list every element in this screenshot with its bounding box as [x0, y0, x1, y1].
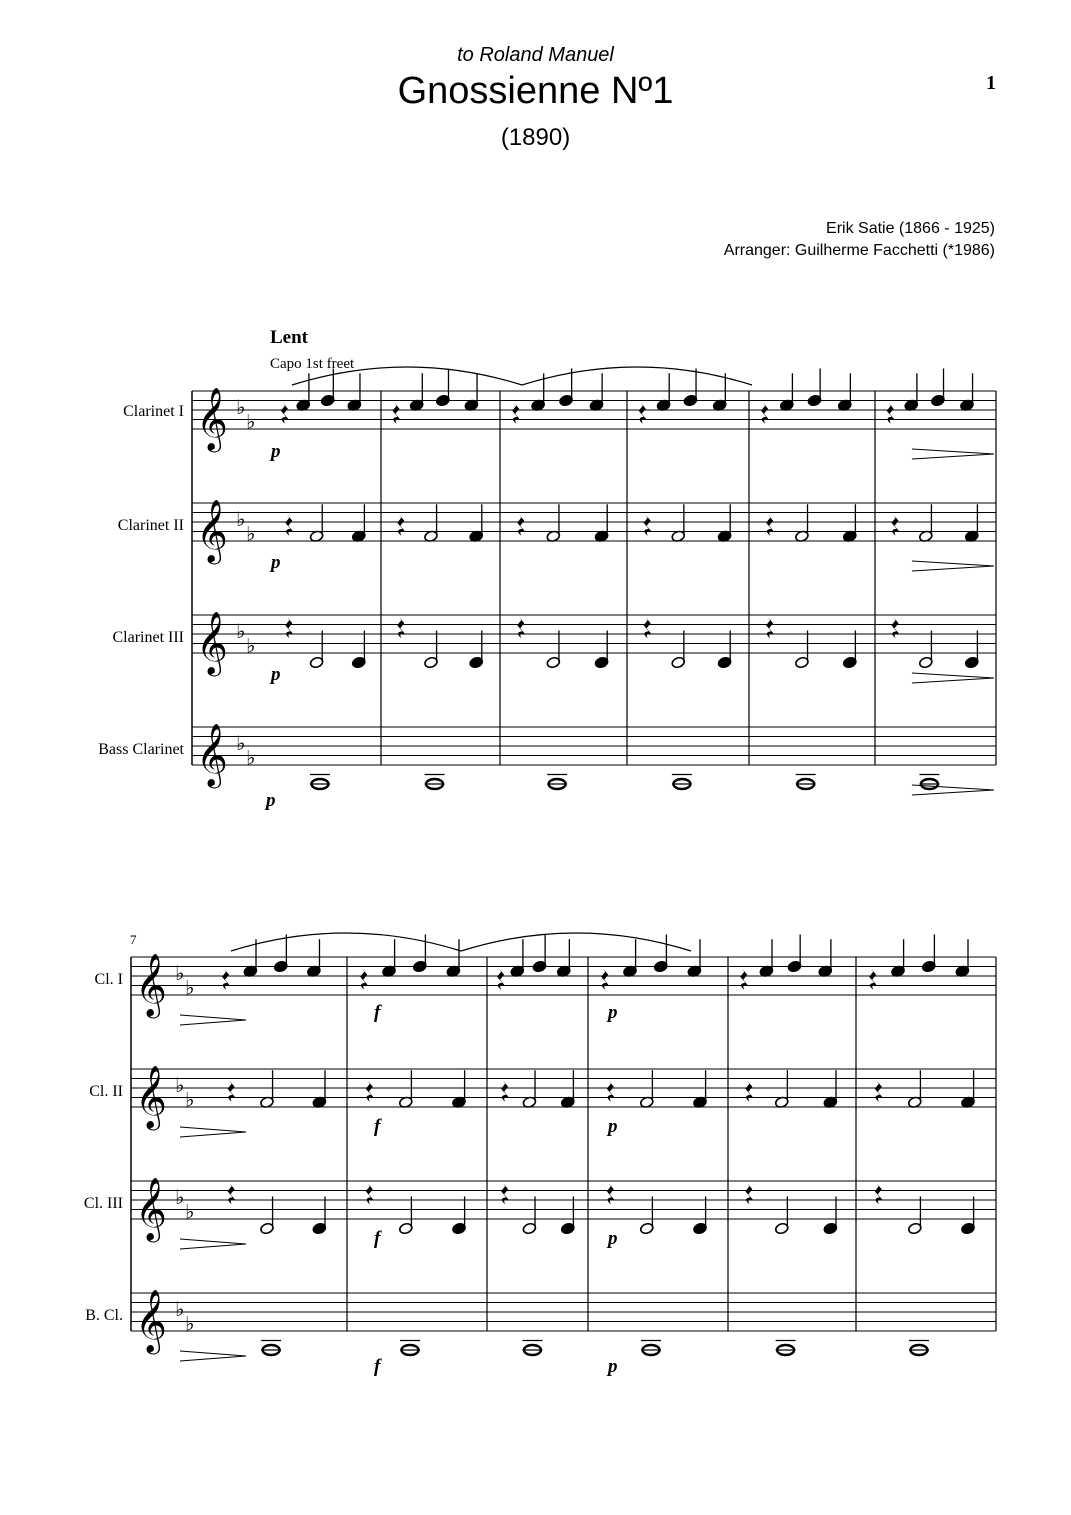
dynamic-marking: p — [266, 790, 276, 811]
treble-clef: 𝄞 — [135, 1177, 167, 1240]
dynamic-marking: p — [608, 1228, 618, 1249]
quarter-rest — [607, 1183, 615, 1204]
treble-clef: 𝄞 — [196, 611, 228, 674]
quarter-rest — [766, 515, 774, 536]
treble-clef: 𝄞 — [196, 499, 228, 562]
staff-label-clarinet-3: Clarinet III — [112, 629, 184, 646]
dynamic-marking: p — [271, 664, 281, 685]
notation-layer — [131, 367, 996, 1361]
arranger-credit: Arranger: Guilherme Facchetti (*1986) — [723, 242, 995, 259]
treble-clef: 𝄞 — [135, 1289, 167, 1352]
dynamic-marking: p — [608, 1116, 618, 1137]
quarter-rest — [875, 1081, 883, 1102]
quarter-rest — [501, 1081, 509, 1102]
quarter-rest — [745, 1183, 753, 1204]
quarter-rest — [869, 969, 877, 990]
decrescendo-hairpin — [912, 449, 994, 459]
staff-label-bass-clarinet: Bass Clarinet — [98, 741, 184, 758]
staff-label-clarinet-1: Clarinet I — [123, 403, 184, 420]
decrescendo-hairpin — [180, 1127, 246, 1137]
staff-label-b-cl: B. Cl. — [85, 1307, 123, 1324]
performance-note: Capo 1st freet — [270, 356, 355, 372]
quarter-rest — [639, 403, 647, 424]
staff-label-cl-2: Cl. II — [89, 1083, 123, 1100]
slur — [231, 933, 461, 951]
flat-accidental: ♭ — [246, 521, 256, 546]
composer-credit: Erik Satie (1866 - 1925) — [826, 220, 995, 237]
flat-accidental: ♭ — [185, 1199, 195, 1224]
quarter-rest — [766, 617, 774, 638]
quarter-rest — [892, 617, 900, 638]
dynamic-marking: f — [374, 1228, 381, 1249]
dynamic-marking: f — [374, 1116, 381, 1137]
dynamic-marking: f — [374, 1002, 381, 1023]
treble-clef: 𝄞 — [135, 953, 167, 1016]
decrescendo-hairpin — [180, 1015, 246, 1025]
quarter-rest — [607, 1081, 615, 1102]
flat-accidental: ♭ — [236, 731, 246, 755]
page-number: 1 — [986, 72, 996, 94]
decrescendo-hairpin — [912, 561, 994, 571]
quarter-rest — [285, 617, 293, 638]
dynamic-marking: p — [271, 441, 281, 462]
flat-accidental: ♭ — [236, 619, 246, 643]
quarter-rest — [517, 617, 525, 638]
treble-clef: 𝄞 — [196, 723, 228, 786]
quarter-rest — [285, 515, 293, 536]
quarter-rest — [501, 1183, 509, 1204]
staff-label-clarinet-2: Clarinet II — [117, 517, 184, 534]
quarter-rest — [761, 403, 769, 424]
dynamic-marking: f — [374, 1356, 381, 1377]
flat-accidental: ♭ — [185, 975, 195, 1000]
quarter-rest — [228, 1081, 236, 1102]
quarter-rest — [397, 515, 405, 536]
slur — [522, 367, 752, 385]
staff-label-cl-1: Cl. I — [94, 971, 123, 988]
quarter-rest — [281, 403, 289, 424]
quarter-rest — [517, 515, 525, 536]
slur — [461, 933, 691, 951]
measure-number: 7 — [130, 932, 137, 947]
flat-accidental: ♭ — [175, 961, 185, 985]
quarter-rest — [892, 515, 900, 536]
decrescendo-hairpin — [180, 1239, 246, 1249]
quarter-rest — [222, 969, 230, 990]
flat-accidental: ♭ — [175, 1297, 185, 1321]
quarter-rest — [393, 403, 401, 424]
flat-accidental: ♭ — [185, 1311, 195, 1336]
quarter-rest — [644, 515, 652, 536]
treble-clef: 𝄞 — [135, 1065, 167, 1128]
flat-accidental: ♭ — [185, 1087, 195, 1112]
composition-year: (1890) — [500, 124, 571, 151]
quarter-rest — [644, 617, 652, 638]
quarter-rest — [601, 969, 609, 990]
dedication: to Roland Manuel — [457, 44, 614, 66]
decrescendo-hairpin — [912, 673, 994, 683]
flat-accidental: ♭ — [175, 1185, 185, 1209]
tempo-marking: Lent — [270, 327, 308, 348]
quarter-rest — [228, 1183, 236, 1204]
quarter-rest — [740, 969, 748, 990]
flat-accidental: ♭ — [236, 507, 246, 531]
quarter-rest — [366, 1183, 374, 1204]
flat-accidental: ♭ — [246, 633, 256, 658]
quarter-rest — [366, 1081, 374, 1102]
quarter-rest — [745, 1081, 753, 1102]
dynamic-marking: p — [608, 1002, 618, 1023]
quarter-rest — [875, 1183, 883, 1204]
staff-label-cl-3: Cl. III — [83, 1195, 123, 1212]
flat-accidental: ♭ — [246, 409, 256, 434]
quarter-rest — [397, 617, 405, 638]
decrescendo-hairpin — [180, 1351, 246, 1361]
quarter-rest — [887, 403, 895, 424]
piece-title: Gnossienne Nº1 — [397, 70, 674, 112]
flat-accidental: ♭ — [175, 1073, 185, 1097]
dynamic-marking: p — [608, 1356, 618, 1377]
treble-clef: 𝄞 — [196, 387, 228, 450]
quarter-rest — [512, 403, 520, 424]
flat-accidental: ♭ — [246, 745, 256, 770]
dynamic-marking: p — [271, 552, 281, 573]
quarter-rest — [497, 969, 505, 990]
flat-accidental: ♭ — [236, 395, 246, 419]
quarter-rest — [360, 969, 368, 990]
